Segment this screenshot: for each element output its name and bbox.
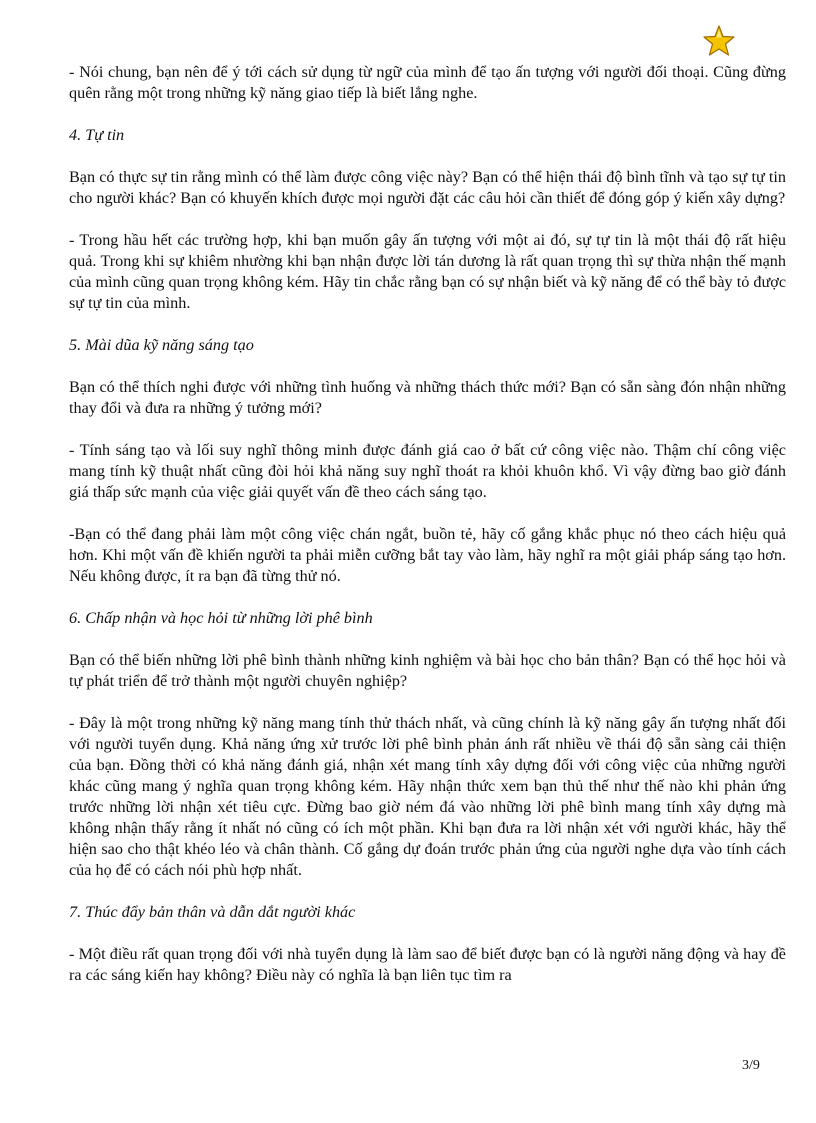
paragraph: - Trong hầu hết các trường hợp, khi bạn muốn gây ấn tượng với một ai đó, sự tự tin là một thái độ rất hiệu quả. Trong khi sự khiêm nhường khi bạn nhận được lời tán dương là rất quan trọng thì sự thừa nhận thế mạnh của mình cũng quan trọng không kém. Hãy tin chắc rằng bạn có sự nhận biết và kỹ năng để có thể bày tỏ được sự tự tin của mình. (69, 231, 786, 312)
page-number: 3/9 (742, 1058, 760, 1073)
paragraph: - Đây là một trong những kỹ năng mang tính thử thách nhất, và cũng chính là kỹ năng gây ấn tượng nhất đối với người tuyển dụng. Khả năng ứng xử trước lời phê bình phản ánh rất nhiều về thái độ sẵn sàng cải thiện của bạn. Đồng thời có khả năng đánh giá, nhận xét mang tính xây dựng đối với công việc của những người khác cũng mang ý nghĩa quan trọng không kém. Hãy nhận thức xem bạn thủ thế như thế nào khi phản ứng trước những lời nhận xét tiêu cực. Đừng bao giờ ném đá vào những lời phê bình mang tính xây dựng mà không nhận thấy rằng ít nhất nó cũng có ích một phần. Khi bạn đưa ra lời nhận xét với người khác, hãy thể hiện sao cho thật khéo léo và chân thành. Cố gắng dự đoán trước phản ứng của người nghe dựa vào tính cách của họ để có cách nói phù hợp nhất. (69, 714, 786, 879)
paragraph: Bạn có thực sự tin rằng mình có thể làm được công việc này? Bạn có thể hiện thái độ bình tĩnh và tạo sự tự tin cho người khác? Bạn có khuyến khích được mọi người đặt các câu hỏi cần thiết để đóng góp ý kiến xây dựng? (69, 168, 786, 207)
paragraph: - Nói chung, bạn nên để ý tới cách sử dụng từ ngữ của mình để tạo ấn tượng với người đối thoại. Cũng đừng quên rằng một trong những kỹ năng giao tiếp là biết lắng nghe. (69, 63, 786, 102)
section-heading: 5. Mài dũa kỹ năng sáng tạo (69, 336, 254, 354)
paragraph: - Một điều rất quan trọng đối với nhà tuyển dụng là làm sao để biết được bạn có là người năng động và hay đề ra các sáng kiến hay không? Điều này có nghĩa là bạn liên tục tìm ra (69, 945, 786, 984)
star-icon (702, 24, 736, 58)
paragraph: Bạn có thể biến những lời phê bình thành những kinh nghiệm và bài học cho bản thân? Bạn có thể học hỏi và tự phát triển để trở thành một người chuyên nghiệp? (69, 651, 786, 690)
section-heading: 6. Chấp nhận và học hỏi từ những lời phê bình (69, 609, 373, 627)
document-body (69, 62, 786, 1007)
section-heading: 4. Tự tin (69, 126, 125, 144)
paragraph: -Bạn có thể đang phải làm một công việc chán ngắt, buồn tẻ, hãy cố gắng khắc phục nó theo cách hiệu quả hơn. Khi một vấn đề khiến người ta phải miễn cưỡng bắt tay vào làm, hãy nghĩ ra một giải pháp sáng tạo hơn. Nếu không được, ít ra bạn đã từng thử nó. (69, 525, 786, 585)
paragraph: - Tính sáng tạo và lối suy nghĩ thông minh được đánh giá cao ở bất cứ công việc nào. Thậm chí công việc mang tính kỹ thuật nhất cũng đòi hỏi khả năng suy nghĩ thoát ra khỏi khuôn khổ. Vì vậy đừng bao giờ đánh giá thấp sức mạnh của việc giải quyết vấn đề theo cách sáng tạo. (69, 441, 786, 501)
section-heading: 7. Thúc đẩy bản thân và dẫn dắt người khác (69, 903, 356, 921)
paragraph: Bạn có thể thích nghi được với những tình huống và những thách thức mới? Bạn có sẵn sàng đón nhận những thay đổi và đưa ra những ý tưởng mới? (69, 378, 786, 417)
